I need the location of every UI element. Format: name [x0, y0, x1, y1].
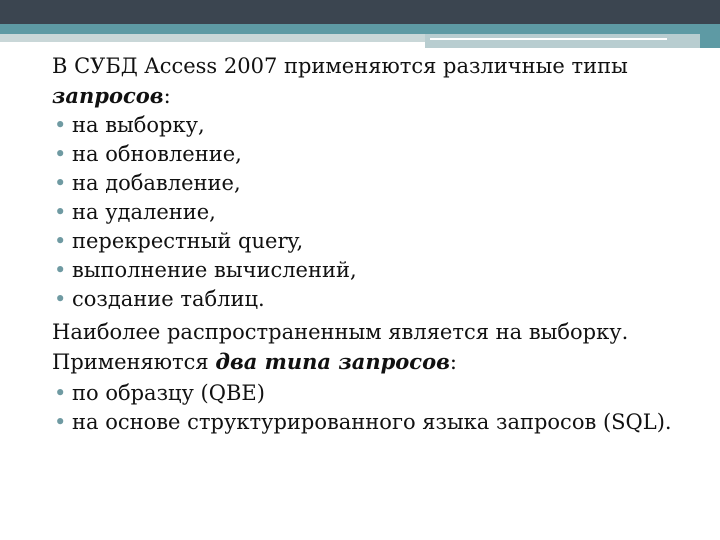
- header-band-light-right: [425, 34, 720, 48]
- list-item: • на выборку,: [52, 111, 692, 140]
- header-white-line: [430, 38, 667, 40]
- slide-body: [52, 52, 692, 437]
- header-band-teal: [0, 24, 720, 34]
- apply-paragraph: [52, 347, 692, 377]
- intro-line: В СУБД Access 2007 применяются различные типы: [52, 54, 628, 78]
- intro-emphasis: запросов: [52, 83, 164, 108]
- header-band-dark: [0, 0, 720, 24]
- most-common-paragraph: Наиболее распространенным является на выборку.: [52, 320, 629, 344]
- intro-suffix: :: [163, 84, 171, 108]
- list-item: • по образцу (QBE): [52, 379, 692, 408]
- header-band-light-left: [0, 34, 425, 42]
- apply-emphasis: два типа запросов: [215, 349, 450, 374]
- list-item: • на основе структурированного языка запросов (SQL).: [52, 408, 692, 437]
- query-types-list: [52, 111, 692, 314]
- header-band-teal-tip: [700, 34, 720, 48]
- intro-paragraph: [52, 52, 692, 111]
- list-item: • на обновление,: [52, 140, 692, 169]
- list-item: • на удаление,: [52, 198, 692, 227]
- apply-prefix: Применяются: [52, 350, 216, 374]
- list-item: • выполнение вычислений,: [52, 256, 692, 285]
- list-item: • создание таблиц.: [52, 285, 692, 314]
- apply-suffix: :: [449, 350, 457, 374]
- methods-list: [52, 379, 692, 437]
- list-item: • перекрестный query,: [52, 227, 692, 256]
- list-item: • на добавление,: [52, 169, 692, 198]
